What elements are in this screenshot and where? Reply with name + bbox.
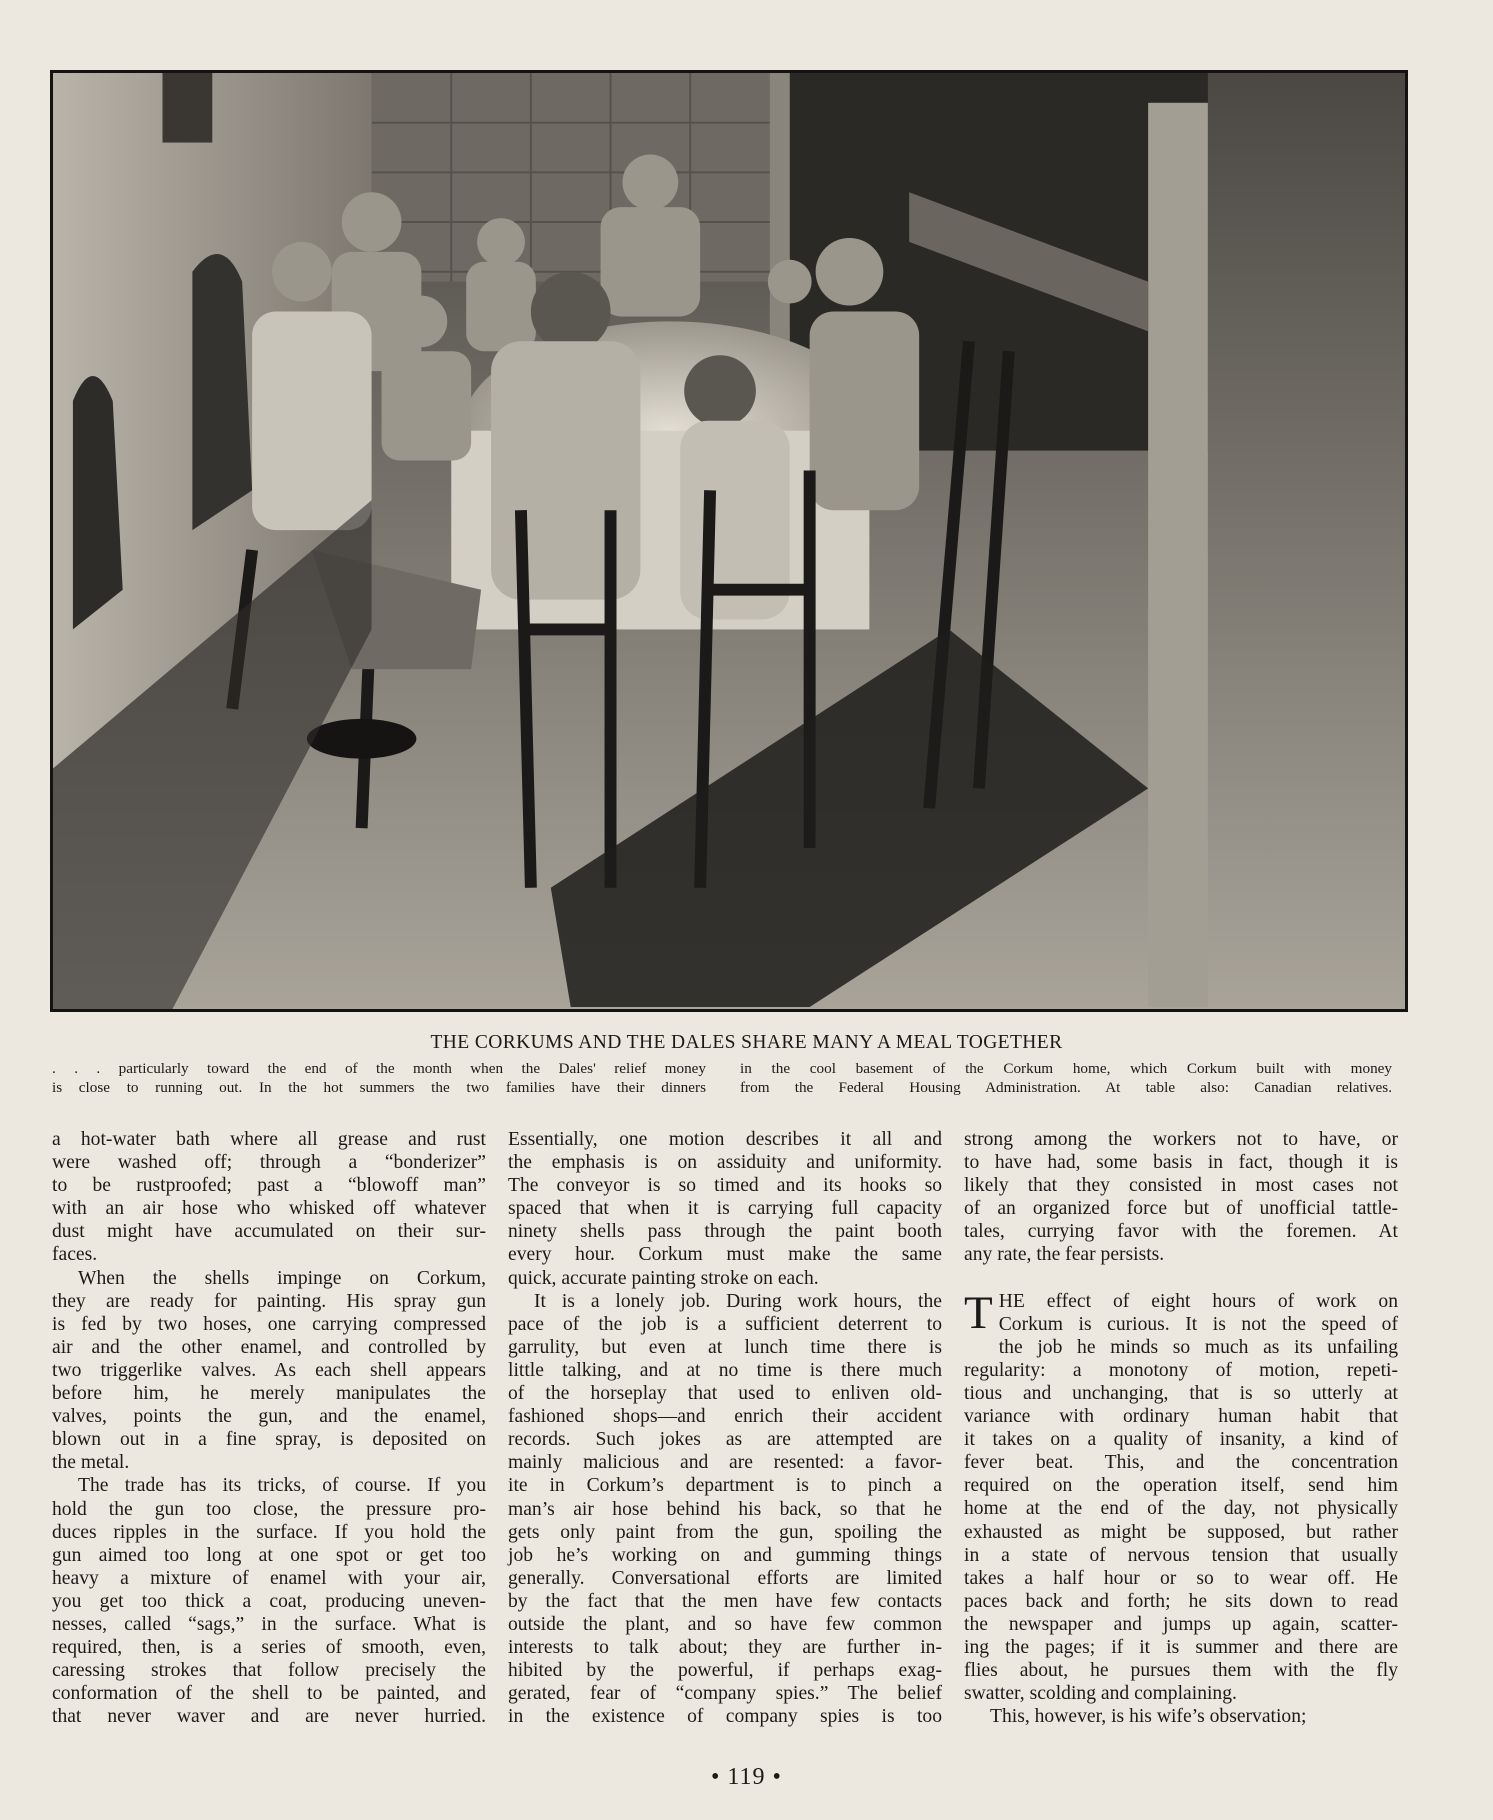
- article-column-1: [52, 1128, 486, 1728]
- text-line: tious and unchanging, that is so utterly at: [964, 1382, 1398, 1404]
- text-line: Corkum is curious. It is not the speed of: [998, 1313, 1398, 1335]
- text-line: nesses, called “sags,” in the surface. What is: [52, 1613, 486, 1635]
- text-line: generally. Conversational efforts are limited: [508, 1567, 942, 1589]
- text-line: Essentially, one motion describes it all and: [508, 1129, 942, 1150]
- text-line: little talking, and at no time is there much: [508, 1359, 942, 1381]
- text-line: the emphasis is on assiduity and uniformity.: [508, 1152, 942, 1174]
- caption-line: in the cool basement of the Corkum home, which Corkum built with money: [740, 1060, 1392, 1077]
- text-line: takes a half hour or so to wear off. He: [964, 1567, 1398, 1589]
- text-line: with an air hose who whisked off whatever: [52, 1198, 486, 1220]
- text-line: of an organized force but of unofficial tattle-: [964, 1198, 1398, 1220]
- text-line: you get too thick a coat, producing uneven-: [52, 1590, 486, 1612]
- text-line: that never waver and are never hurried.: [52, 1706, 486, 1728]
- section-gap: [964, 1267, 1398, 1290]
- text-line: ninety shells pass through the paint booth: [508, 1221, 942, 1243]
- text-line: required, then, is a series of smooth, even,: [52, 1637, 486, 1659]
- text-line: gets only paint from the gun, spoiling the: [508, 1521, 942, 1543]
- text-line: ing the pages; if it is summer and there are: [964, 1636, 1398, 1658]
- text-line: the metal.: [52, 1452, 130, 1474]
- text-line: HE effect of eight hours of work on: [998, 1290, 1398, 1312]
- text-line: a hot-water bath where all grease and rust: [52, 1129, 486, 1150]
- text-line: hold the gun too close, the pressure pro-: [52, 1498, 486, 1520]
- text-line: dust might have accumulated on their sur-: [52, 1221, 486, 1243]
- photo-caption-left: [52, 1059, 706, 1097]
- text-line: by the fact that the men have few contacts: [508, 1590, 942, 1612]
- caption-line: . . . particularly toward the end of the month when the Dales' relief money: [52, 1060, 706, 1077]
- text-line: swatter, scolding and complaining.: [964, 1683, 1237, 1705]
- text-line: It is a lonely job. During work hours, the: [534, 1290, 942, 1312]
- text-line: man’s air hose behind his back, so that he: [508, 1498, 942, 1520]
- text-line: conformation of the shell to be painted, and: [52, 1683, 486, 1705]
- text-line: the newspaper and jumps up again, scatter-: [964, 1613, 1398, 1635]
- drop-cap: T: [964, 1286, 993, 1339]
- text-line: tales, currying favor with the foremen. At: [964, 1221, 1398, 1243]
- text-line: to have had, some basis in fact, though it is: [964, 1152, 1398, 1174]
- text-line: variance with ordinary human habit that: [964, 1406, 1398, 1428]
- text-line: gerated, fear of “company spies.” The belief: [508, 1683, 942, 1705]
- text-line: heavy a mixture of enamel with your air,: [52, 1567, 486, 1589]
- text-line: is fed by two hoses, one carrying compressed: [52, 1313, 486, 1335]
- text-line: spaced that when it is carrying full capacity: [508, 1198, 942, 1220]
- text-line: home at the end of the day, not physically: [964, 1498, 1398, 1520]
- text-line: likely that they consisted in most cases not: [964, 1175, 1398, 1197]
- text-line: two triggerlike valves. As each shell appears: [52, 1359, 486, 1381]
- text-line: it takes on a quality of insanity, a kind of: [964, 1429, 1398, 1451]
- caption-line: is close to running out. In the hot summers the two families have their dinners: [52, 1079, 706, 1096]
- text-line: exhausted as might be supposed, but rather: [964, 1521, 1398, 1543]
- text-line: This, however, is his wife’s observation;: [990, 1706, 1307, 1728]
- text-line: required on the operation itself, send him: [964, 1475, 1398, 1497]
- text-line: they are ready for painting. His spray gun: [52, 1290, 486, 1312]
- text-line: quick, accurate painting stroke on each.: [508, 1267, 819, 1289]
- text-line: of the horseplay that used to enliven old-: [508, 1383, 942, 1405]
- text-line: air and the other enamel, and controlled by: [52, 1336, 486, 1358]
- text-line: the job he minds so much as its unfailing: [998, 1336, 1398, 1358]
- text-line: The conveyor is so timed and its hooks so: [508, 1175, 942, 1197]
- text-line: mainly malicious and are resented: a favor-: [508, 1452, 942, 1474]
- photo-illustration: [53, 73, 1405, 1009]
- text-line: records. Such jokes as are attempted are: [508, 1429, 942, 1451]
- text-line: The trade has its tricks, of course. If you: [78, 1475, 486, 1497]
- text-line: every hour. Corkum must make the same: [508, 1244, 942, 1266]
- text-line: paces back and forth; he sits down to read: [964, 1590, 1398, 1612]
- text-line: in a state of nervous tension that usually: [964, 1544, 1398, 1566]
- article-column-3: [964, 1128, 1398, 1728]
- text-line: regularity: a monotony of motion, repeti-: [964, 1359, 1398, 1381]
- text-line: hibited by the powerful, if perhaps exag-: [508, 1660, 942, 1682]
- text-line: faces.: [52, 1244, 98, 1266]
- page-number: • 119 •: [711, 1764, 782, 1790]
- text-line: fashioned shops—and enrich their accident: [508, 1406, 942, 1428]
- text-line: in the existence of company spies is too: [508, 1706, 942, 1728]
- text-line: flies about, he pursues them with the fly: [964, 1660, 1398, 1682]
- text-line: ite in Corkum’s department is to pinch a: [508, 1475, 942, 1497]
- text-line: before him, he merely manipulates the: [52, 1383, 486, 1405]
- text-line: valves, points the gun, and the enamel,: [52, 1406, 486, 1428]
- article-column-2: [508, 1128, 942, 1728]
- text-line: job he’s working on and gumming things: [508, 1544, 942, 1566]
- text-line: strong among the workers not to have, or: [964, 1129, 1398, 1150]
- text-line: any rate, the fear persists.: [964, 1244, 1165, 1266]
- photo-caption-title: THE CORKUMS AND THE DALES SHARE MANY A MEAL TOGETHER: [430, 1032, 1063, 1053]
- caption-line: from the Federal Housing Administration. At table also: Canadian relatives.: [740, 1079, 1392, 1096]
- text-line: fever beat. This, and the concentration: [964, 1452, 1398, 1474]
- text-line: outside the plant, and so have few common: [508, 1613, 942, 1635]
- text-line: caressing strokes that follow precisely the: [52, 1660, 486, 1682]
- text-line: duces ripples in the surface. If you hold the: [52, 1521, 486, 1543]
- text-line: When the shells impinge on Corkum,: [78, 1267, 486, 1289]
- family-dinner-photo: [50, 70, 1408, 1012]
- text-line: pace of the job is a sufficient deterrent to: [508, 1313, 942, 1335]
- text-line: to be rustproofed; past a “blowoff man”: [52, 1175, 486, 1197]
- text-line: gun aimed too long at one spot or get too: [52, 1544, 486, 1566]
- text-line: were washed off; through a “bonderizer”: [52, 1152, 486, 1174]
- photo-caption-right: [740, 1059, 1392, 1097]
- text-line: garrulity, but even at lunch time there is: [508, 1336, 942, 1358]
- text-line: interests to talk about; they are further in-: [508, 1637, 942, 1659]
- text-line: blown out in a fine spray, is deposited on: [52, 1429, 486, 1451]
